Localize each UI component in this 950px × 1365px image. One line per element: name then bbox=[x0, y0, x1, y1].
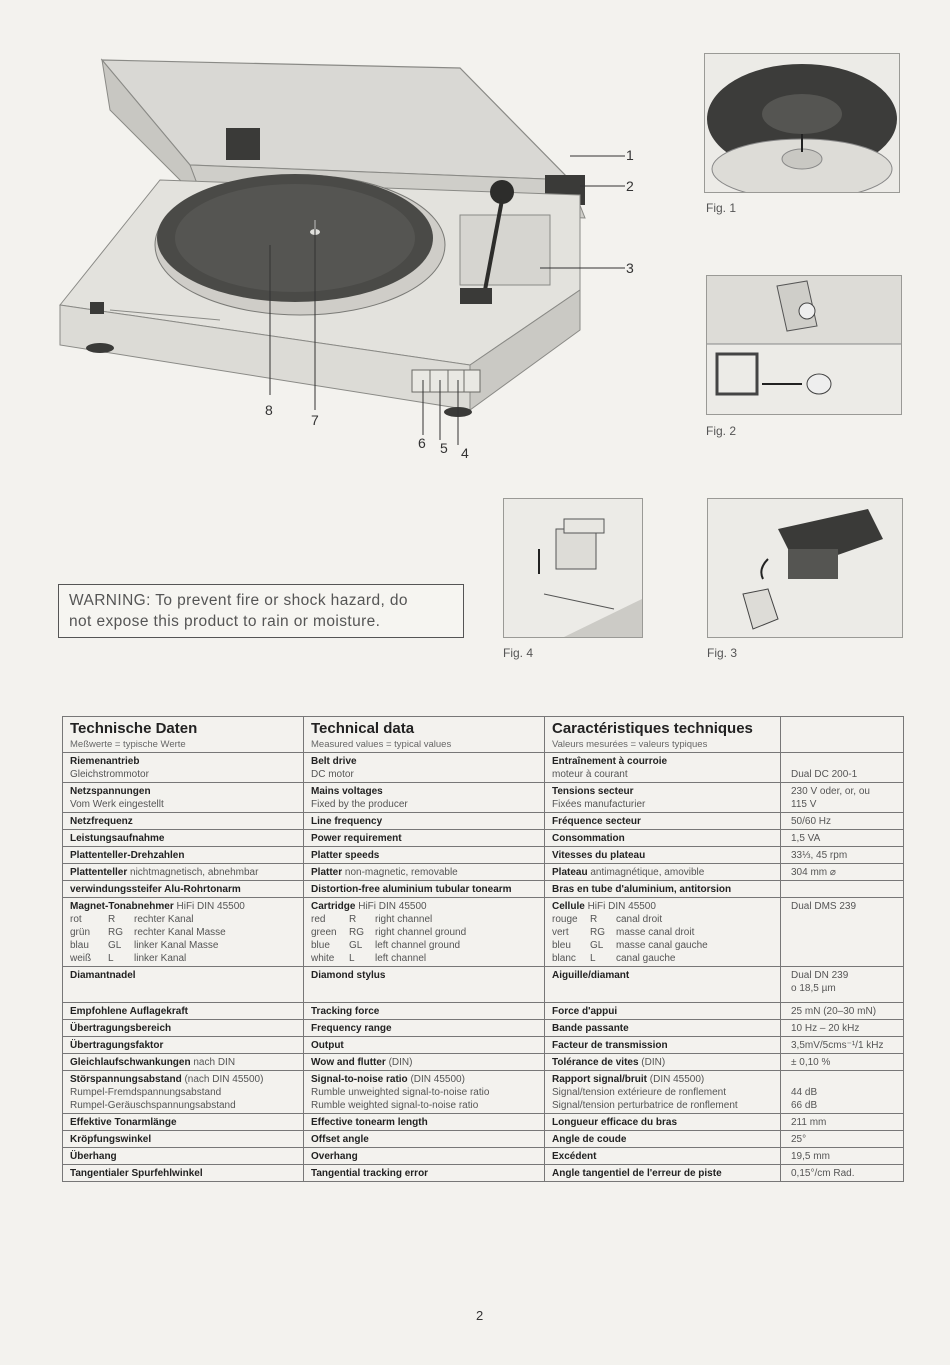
callout-7: 7 bbox=[311, 412, 319, 428]
callout-5: 5 bbox=[440, 440, 448, 456]
callout-6: 6 bbox=[418, 435, 426, 451]
table-row: Magnet-Tonabnehmer HiFi DIN 45500 rot R rechter Kanal grün RG rechter Kanal Masse blau GL linker Kanal Masse weiß L linker Kanal Cartridge HiFi DIN 45500 red R right channel green RG right channel ground blue GL left channel ground white L left channel Cellule HiFi DIN 45500 rouge R canal droit vert RG masse canal droit bleu GL masse canal gauche blanc L canal gauche Dual DMS 239 bbox=[63, 898, 904, 967]
color-code-row: bleu GL masse canal gauche bbox=[552, 940, 708, 951]
figure-3-label: Fig. 3 bbox=[707, 646, 738, 660]
color-code-row: blue GL left channel ground bbox=[311, 940, 461, 951]
table-row: Tangentialer Spurfehlwinkel Tangential tracking error Angle tangentiel de l'erreur de piste 0,15°/cm Rad. bbox=[63, 1165, 904, 1182]
table-row: Empfohlene Auflagekraft Tracking force Force d'appui 25 mN (20–30 mN) bbox=[63, 1003, 904, 1020]
table-row: Netzfrequenz Line frequency Fréquence secteur 50/60 Hz bbox=[63, 813, 904, 830]
table-row: Kröpfungswinkel Offset angle Angle de coude 25° bbox=[63, 1131, 904, 1148]
color-code-row: vert RG masse canal droit bbox=[552, 927, 695, 938]
table-row: Störspannungsabstand (nach DIN 45500) Rumpel-Fremdspannungsabstand Rumpel-Geräuschspannungsabstand Signal-to-noise ratio (DIN 45500) Rumble unweighted signal-to-noise ratio Rumble weighted signal-to-noise ratio Rapport signal/bruit (DIN 45500) Signal/tension extérieure de ronflement Signal/tension perturbatrice de ronflement 44 dB 66 dB bbox=[63, 1071, 904, 1114]
color-code-row: red R right channel bbox=[311, 914, 433, 925]
color-code-row: rot R rechter Kanal bbox=[70, 914, 194, 925]
figure-2-label: Fig. 2 bbox=[706, 424, 737, 438]
table-row: Netzspannungen Vom Werk eingestellt Mains voltages Fixed by the producer Tensions secteur Fixées manufacturier 230 V oder, or, ou 115 V bbox=[63, 783, 904, 813]
color-code-row: blau GL linker Kanal Masse bbox=[70, 940, 219, 951]
figure-1-image bbox=[704, 53, 900, 193]
header-fr: Caractéristiques techniques Valeurs mesurées = valeurs typiques bbox=[545, 717, 781, 753]
warning-line-1: WARNING: To prevent fire or shock hazard, do bbox=[69, 592, 408, 609]
figure-4-image bbox=[503, 498, 643, 638]
header-values bbox=[781, 717, 904, 753]
table-row: Riemenantrieb Gleichstrommotor Belt drive DC motor Entraînement à courroie moteur à courant Dual DC 200-1 bbox=[63, 753, 904, 783]
table-row: Gleichlaufschwankungen nach DIN Wow and flutter (DIN) Tolérance de vites (DIN) ± 0,10 % bbox=[63, 1054, 904, 1071]
header-de: Technische Daten Meßwerte = typische Werte bbox=[63, 717, 304, 753]
color-code-row: grün RG rechter Kanal Masse bbox=[70, 927, 226, 938]
color-code-row: green RG right channel ground bbox=[311, 927, 467, 938]
callout-1: 1 bbox=[626, 147, 634, 163]
callout-2: 2 bbox=[626, 178, 634, 194]
color-code-row: rouge R canal droit bbox=[552, 914, 663, 925]
table-header-row bbox=[63, 717, 904, 753]
color-code-row: weiß L linker Kanal bbox=[70, 953, 187, 964]
turntable-illustration bbox=[40, 40, 660, 460]
figure-4-label: Fig. 4 bbox=[503, 646, 534, 660]
callout-3: 3 bbox=[626, 260, 634, 276]
callout-8: 8 bbox=[265, 402, 273, 418]
color-code-row: blanc L canal gauche bbox=[552, 953, 676, 964]
table-row: Plattenteller nichtmagnetisch, abnehmbar Platter non-magnetic, removable Plateau antimagnétique, amovible 304 mm ⌀ bbox=[63, 864, 904, 881]
figure-1-label: Fig. 1 bbox=[706, 201, 737, 215]
warning-box bbox=[58, 584, 464, 638]
figure-3-image bbox=[707, 498, 903, 638]
table-row: Leistungsaufnahme Power requirement Consommation 1,5 VA bbox=[63, 830, 904, 847]
table-row: verwindungssteifer Alu-Rohrtonarm Distortion-free aluminium tubular tonearm Bras en tube d'aluminium, antitorsion bbox=[63, 881, 904, 898]
technical-data-table bbox=[62, 716, 904, 1182]
table-row: Effektive Tonarmlänge Effective tonearm length Longueur efficace du bras 211 mm bbox=[63, 1114, 904, 1131]
callout-4: 4 bbox=[461, 445, 469, 461]
header-en: Technical data Measured values = typical values bbox=[304, 717, 545, 753]
warning-line-2: not expose this product to rain or moisture. bbox=[69, 613, 381, 630]
table-row: Übertragungsbereich Frequency range Bande passante 10 Hz – 20 kHz bbox=[63, 1020, 904, 1037]
table-row: Diamantnadel Diamond stylus Aiguille/diamant Dual DN 239 o 18,5 µm bbox=[63, 967, 904, 1003]
table-row: Plattenteller-Drehzahlen Platter speeds Vitesses du plateau 33⅓, 45 rpm bbox=[63, 847, 904, 864]
table-row: Übertragungsfaktor Output Facteur de transmission 3,5mV/5cms⁻¹/1 kHz bbox=[63, 1037, 904, 1054]
table-row: Überhang Overhang Excédent 19,5 mm bbox=[63, 1148, 904, 1165]
color-code-row: white L left channel bbox=[311, 953, 427, 964]
page-number: 2 bbox=[476, 1308, 484, 1323]
figure-2-image bbox=[706, 275, 902, 415]
